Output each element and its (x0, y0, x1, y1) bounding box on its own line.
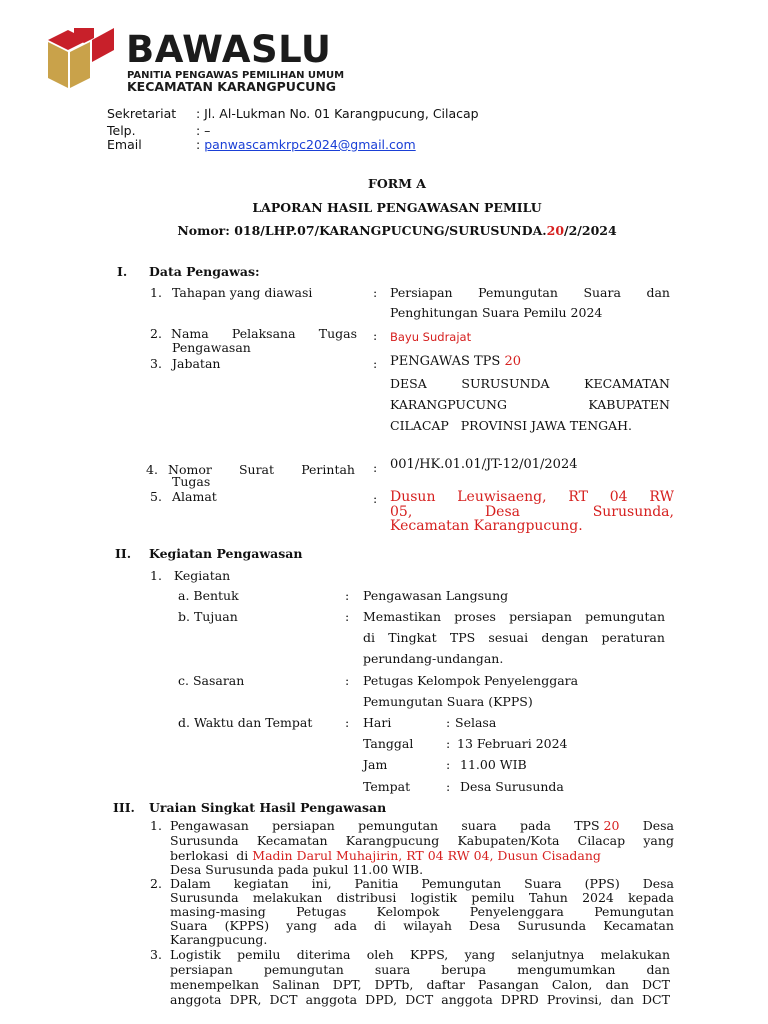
item-3-num: 3. (150, 356, 162, 371)
item-3-value-line: CILACAP PROVINSI JAWA TENGAH. (390, 418, 633, 433)
org-line-1: PANITIA PENGAWAS PEMILIHAN UMUM (127, 70, 345, 81)
item-1-value-line: Persiapan Pemungutan Suara dan (390, 285, 670, 300)
item-1-num: 1. (150, 285, 162, 300)
tanggal-key: Tanggal (363, 736, 414, 751)
colon: : (345, 609, 350, 624)
email-label: Email (107, 137, 142, 152)
email-link[interactable]: panwascamkrpc2024@gmail.com (204, 137, 416, 152)
item-3-value-line: KARANGPUCUNG KABUPATEN (390, 397, 670, 412)
colon: : (446, 736, 451, 751)
para-1-line: Surusunda Kecamatan Karangpucung Kabupaten/Kota Cilacap yang (170, 833, 674, 848)
para-3-line: anggota DPR, DCT anggota DPD, DCT anggota DPRD Provinsi, dan DCT (170, 992, 670, 1007)
kegiatan-label: 1. Kegiatan (150, 568, 231, 583)
section-1-roman: I. (117, 264, 128, 279)
colon: : (345, 673, 350, 688)
para-1-line: Pengawasan persiapan pemungutan suara pada TPS 20 Desa (170, 818, 674, 833)
para-2-line: Suara (KPPS) yang ada di wilayah Desa Surusunda Kecamatan (170, 918, 674, 933)
para-2-line: Karangpucung. (170, 932, 268, 947)
tujuan-value-line: perundang-undangan. (363, 651, 504, 666)
jam-key: Jam (363, 757, 388, 772)
waktu-label: d. Waktu dan Tempat (178, 715, 313, 730)
colon: : (373, 328, 378, 343)
tujuan-value-line: Memastikan proses persiapan pemungutan (363, 609, 665, 624)
item-3-value-line: DESA SURUSUNDA KECAMATAN (390, 376, 670, 391)
item-4-label: Nomor Surat Perintah (168, 462, 355, 477)
secretariat-value: : Jl. Al-Lukman No. 01 Karangpucung, Cilacap (196, 106, 479, 121)
colon: : (446, 715, 451, 730)
colon: : (345, 588, 350, 603)
secretariat-label: Sekretariat (107, 106, 177, 121)
section-2-title: Kegiatan Pengawasan (149, 546, 303, 561)
para-1-num: 1. (150, 818, 162, 833)
item-3-label: Jabatan (172, 356, 221, 371)
org-line-2: KECAMATAN KARANGPUCUNG (127, 79, 336, 94)
para-1-line: berlokasi di Madin Darul Muhajirin, RT 04 RW 04, Dusun Cisadang (170, 848, 601, 863)
item-3-value: PENGAWAS TPS 20 (390, 354, 522, 369)
hari-value: Selasa (455, 715, 497, 730)
item-5-value-line: Kecamatan Karangpucung. (390, 518, 583, 534)
telp-value: : – (196, 123, 211, 138)
para-3-line: menempelkan Salinan DPT, DPTb, daftar Pasangan Calon, dan DCT (170, 977, 670, 992)
colon: : (373, 491, 378, 506)
section-1-title: Data Pengawas: (149, 264, 260, 279)
para-3-line: Logistik pemilu diterima oleh KPPS, yang selanjutnya melakukan (170, 947, 670, 962)
sasaran-value-line: Petugas Kelompok Penyelenggara (363, 673, 579, 688)
form-number: Nomor: 018/LHP.07/KARANGPUCUNG/SURUSUNDA.20/2/2024 (177, 223, 617, 238)
para-2-line: Dalam kegiatan ini, Panitia Pemungutan Suara (PPS) Desa (170, 876, 674, 891)
item-4-label-line2: Tugas (172, 474, 211, 489)
bentuk-value: Pengawasan Langsung (363, 588, 509, 603)
email-row: : panwascamkrpc2024@gmail.com (196, 137, 416, 152)
section-2-roman: II. (115, 546, 132, 561)
form-subtitle: LAPORAN HASIL PENGAWASAN PEMILU (252, 200, 542, 215)
hari-key: Hari (363, 715, 392, 730)
para-3-num: 3. (150, 947, 162, 962)
para-3-line: persiapan pemungutan suara berupa mengumumkan dan (170, 962, 670, 977)
sasaran-label: c. Sasaran (178, 673, 245, 688)
item-2-num: 2. (150, 326, 162, 341)
sasaran-value-line: Pemungutan Suara (KPPS) (363, 694, 533, 709)
jam-value: 11.00 WIB (460, 757, 527, 772)
colon: : (373, 460, 378, 475)
para-2-line: masing-masing Petugas Kelompok Penyelenggara Pemungutan (170, 904, 674, 919)
item-2-label-line2: Pengawasan (172, 340, 251, 355)
bentuk-label: a. Bentuk (178, 588, 239, 603)
colon: : (446, 757, 451, 772)
item-5-value-line: 05, Desa Surusunda, (390, 504, 674, 520)
colon: : (373, 356, 378, 371)
para-1-line: Desa Surusunda pada pukul 11.00 WIB. (170, 862, 424, 877)
item-1-value-line: Penghitungan Suara Pemilu 2024 (390, 305, 603, 320)
item-1-label: Tahapan yang diawasi (172, 285, 313, 300)
item-5-num: 5. (150, 489, 162, 504)
tujuan-label: b. Tujuan (178, 609, 238, 624)
item-4-num: 4. (146, 462, 158, 477)
tempat-value: Desa Surusunda (460, 779, 564, 794)
tujuan-value-line: di Tingkat TPS sesuai dengan peraturan (363, 630, 665, 645)
bawaslu-emblem-icon (48, 28, 118, 90)
para-2-line: Surusunda melakukan distribusi logistik pemilu Tahun 2024 kepada (170, 890, 674, 905)
para-2-num: 2. (150, 876, 162, 891)
colon: : (446, 779, 451, 794)
colon: : (373, 285, 378, 300)
telp-label: Telp. (107, 123, 136, 138)
item-2-value: Bayu Sudrajat (390, 330, 472, 344)
tempat-key: Tempat (363, 779, 411, 794)
item-5-label: Alamat (172, 489, 217, 504)
item-5-value-line: Dusun Leuwisaeng, RT 04 RW (390, 489, 674, 505)
item-4-value: 001/HK.01.01/JT-12/01/2024 (390, 457, 578, 472)
colon: : (345, 715, 350, 730)
tanggal-value: 13 Februari 2024 (457, 736, 568, 751)
section-3-roman: III. (113, 800, 135, 815)
form-title: FORM A (367, 176, 427, 191)
brand-name: BAWASLU (126, 28, 332, 71)
section-3-title: Uraian Singkat Hasil Pengawasan (149, 800, 387, 815)
item-2-label: Nama Pelaksana Tugas (171, 326, 357, 341)
